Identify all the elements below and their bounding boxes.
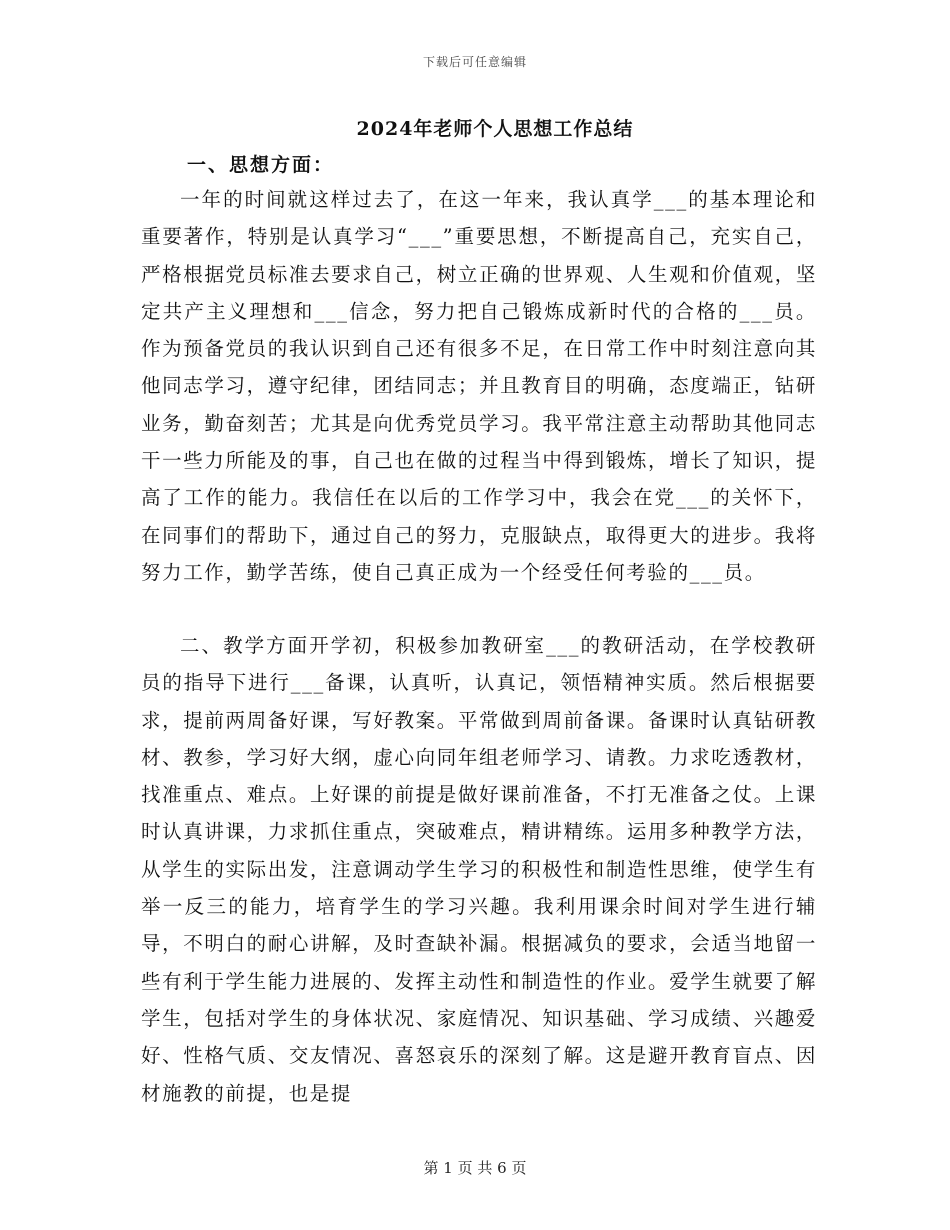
header-note: 下载后可任意编辑 [422,55,527,69]
paragraph: 一年的时间就这样过去了，在这一年来，我认真学___的基本理论和重要著作，特别是认真学习“___”重要思想，不断提高自己，充实自己，严格根据党员标准去要求自己，树立正确的世界观、人生观和价值观，坚定共产主义理想和___信念，努力把自己锻炼成新时代的合格的___员。作为预备党员的我认识到自己还有很多不足，在日常工作中时刻注意向其他同志学习，遵守纪律，团结同志；并且教育目的明确，态度端正，钻研业务，勤奋刻苦；尤其是向优秀党员学习。我平常注意主动帮助其他同志干一些力所能及的事，自己也在做的过程当中得到锻炼，增长了知识，提高了工作的能力。我信任在以后的工作学习中，我会在党___的关怀下，在同事们的帮助下，通过自己的努力，克服缺点，取得更大的进步。我将努力工作，勤学苦练，使自己真正成为一个经受任何考验的___员。 [141,188,817,584]
section-heading: 一、思想方面： [187,154,335,176]
document-title: 2024年老师个人思想工作总结 [356,118,634,140]
paragraph-1-block [141,181,817,591]
paragraph: 二、教学方面开学初，积极参加教研室___的教研活动，在学校教研员的指导下进行___备课，认真听，认真记，领悟精神实质。然后根据要求，提前两周备好课，写好教案。平常做到周前备课。备课时认真钻研教材、教参，学习好大纲，虚心向同年组老师学习、请教。力求吃透教材，找准重点、难点。上好课的前提是做好课前准备，不打无准备之仗。上课时认真讲课，力求抓住重点，突破难点，精讲精练。运用多种教学方法，从学生的实际出发，注意调动学生学习的积极性和制造性思维，使学生有举一反三的能力，培育学生的学习兴趣。我利用课余时间对学生进行辅导，不明白的耐心讲解，及时查缺补漏。根据减负的要求，会适当地留一些有利于学生能力进展的、发挥主动性和制造性的作业。爱学生就要了解学生，包括对学生的身体状况、家庭情况、知识基础、学习成绩、兴趣爱好、性格气质、交友情况、喜怒哀乐的深刻了解。这是避开教育盲点、因材施教的前提，也是提 [141,634,817,1105]
paragraph-2-block [141,627,817,1112]
page-footer: 第 1 页 共 6 页 [423,1159,527,1177]
